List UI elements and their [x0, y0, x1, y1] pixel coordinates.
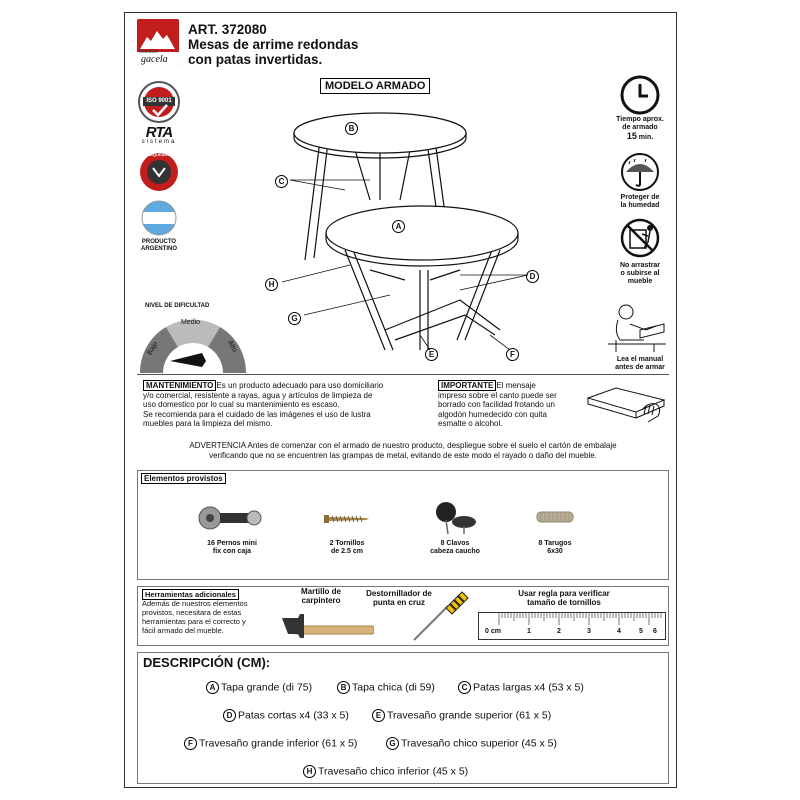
product-origin: PRODUCTO ARGENTINO: [141, 239, 177, 252]
title-line-2: con patas invertidas.: [188, 52, 323, 67]
label-b: B: [345, 120, 360, 138]
description-title: DESCRIPCIÓN (CM):: [143, 655, 271, 670]
minifix-line-2: fix con caja: [212, 548, 252, 555]
drag-line-2: o subirse al: [620, 270, 660, 277]
lacquer-icon: [139, 152, 179, 192]
hammer-caption: [288, 587, 354, 605]
ruler-label-6: 6: [653, 628, 657, 635]
ruler-line-1: Usar regla para verificar: [518, 589, 610, 598]
warning-text: [137, 441, 669, 461]
nail-line-2: cabeza caucho: [430, 548, 480, 555]
minifix-bolt-icon: [196, 502, 264, 532]
ruler-line-2: tamaño de tornillos: [527, 598, 601, 607]
reading-person-icon: [604, 296, 668, 354]
humidity-text: [604, 194, 676, 210]
maintenance-line-1: Es un producto adecuado para uso domiciliario: [216, 381, 384, 390]
ruler-label-3: 3: [587, 628, 591, 635]
minifix-line-1: 16 Pernos mini: [207, 540, 257, 547]
screw-icon: [322, 512, 370, 526]
edge-wipe-figure: [586, 378, 666, 434]
rta-badge: [137, 124, 181, 145]
description-letter-b: B: [337, 681, 350, 694]
dowel-line-1: 8 Tarugos: [538, 540, 572, 547]
dowel-icon: [536, 510, 574, 524]
description-text-h: Travesaño chico inferior (45 x 5): [318, 765, 469, 778]
important-section: [438, 381, 586, 429]
page-title: [188, 22, 358, 67]
humidity-line-1: Proteger de: [620, 194, 660, 201]
label-f: F: [506, 346, 521, 364]
tools-section: [142, 590, 280, 635]
model-label: MODELO ARMADO: [320, 78, 430, 94]
ruler-label-4: 4: [617, 628, 621, 635]
description-text-c: Patas largas x4 (53 x 5): [473, 681, 584, 694]
important-line-4: algodón humedecido con quita: [438, 409, 547, 419]
argentina-flag-icon: [141, 200, 177, 236]
manual-line-1: Lea el manual: [616, 356, 664, 363]
lacquer-badge: [139, 152, 179, 192]
screwdriver-line-1: Destornillador de: [366, 589, 432, 598]
time-value: 15: [626, 131, 637, 141]
dowel-line-2: 6x30: [547, 548, 563, 555]
lacquer-text: LAQUEADO: [147, 152, 171, 157]
screwdriver-line-2: punta en cruz: [372, 598, 425, 607]
no-drag-text: [604, 262, 676, 286]
label-h: H: [265, 276, 280, 294]
warning-line-2: verificando que no se encuentren las grampas de metal, evitando de este modo el rayado o daño del mueble.: [209, 451, 597, 460]
elements-title: [141, 474, 226, 483]
description-letter-g: G: [386, 737, 399, 750]
important-line-3: borrado con facilidad frotando un: [438, 400, 555, 409]
description-item-h: [303, 765, 468, 778]
no-drag-badge: [620, 216, 660, 260]
important-line-5: esmalte o alcohol.: [438, 419, 503, 428]
time-line-2: de armado: [622, 124, 658, 131]
tools-line-3: herramientas para el correcto y: [142, 617, 246, 626]
maintenance-label: MANTENIMIENTO: [143, 380, 216, 391]
description-item-a: [206, 681, 312, 694]
description-text-d: Patas cortas x4 (33 x 5): [238, 709, 349, 722]
label-c: C: [275, 173, 290, 191]
description-letter-c: C: [458, 681, 471, 694]
hammer-line-2: carpintero: [301, 596, 341, 605]
dowel-caption: [510, 540, 600, 556]
ruler-ticks-icon: [479, 613, 665, 639]
section-divider-1: [137, 374, 669, 375]
description-letter-e: E: [372, 709, 385, 722]
screwdriver-item: [410, 588, 470, 644]
description-letter-d: D: [223, 709, 236, 722]
label-d: D: [526, 268, 541, 286]
manual-text: [604, 356, 676, 372]
tools-line-1: Además de nuestros elementos: [142, 599, 248, 608]
description-letter-a: A: [206, 681, 219, 694]
description-item-c: [458, 681, 584, 694]
minifix-caption: [187, 540, 277, 556]
description-item-b: [337, 681, 435, 694]
assembled-model-diagram: [260, 100, 560, 362]
description-item-d: [223, 709, 349, 722]
label-a: A: [392, 218, 407, 236]
description-item-g: [386, 737, 557, 750]
description-letter-f: F: [184, 737, 197, 750]
humidity-line-2: la humedad: [620, 202, 660, 209]
difficulty-mid: Medio: [181, 319, 201, 326]
description-text-b: Tapa chica (di 59): [352, 681, 435, 694]
time-line-1: Tiempo aprox.: [616, 116, 664, 123]
description-item-e: [372, 709, 551, 722]
time-value-line: [604, 132, 676, 142]
label-g: G: [288, 310, 303, 328]
screwdriver-icon: [410, 588, 470, 644]
ruler-label-0: 0 cm: [485, 628, 501, 635]
maintenance-section: [143, 381, 433, 429]
rta-sub-text: sistema: [141, 139, 177, 145]
umbrella-badge: [620, 152, 660, 192]
important-line-1: El mensaje: [496, 381, 536, 390]
clock-icon: [620, 75, 660, 115]
tools-line-4: fácil armado del mueble.: [142, 626, 224, 635]
ruler-label-1: 1: [527, 628, 531, 635]
argentina-flag: [141, 200, 177, 236]
screw-item: [322, 512, 370, 526]
nail-caption: [410, 540, 500, 556]
description-text-f: Travesaño grande inferior (61 x 5): [199, 737, 358, 750]
clock-badge: [620, 75, 660, 115]
description-text-a: Tapa grande (di 75): [221, 681, 313, 694]
description-item-f: [184, 737, 357, 750]
drag-line-3: mueble: [627, 278, 653, 285]
hand-wiping-icon: [586, 378, 666, 434]
screw-line-1: 2 Tornillos: [329, 540, 365, 547]
brand-logo: [137, 19, 179, 65]
maintenance-line-4: Se recomienda para el cuidado de las imágenes el uso de lustra: [143, 409, 371, 419]
manual-line-2: antes de armar: [615, 364, 665, 371]
reader-figure: [604, 296, 668, 354]
description-text-g: Travesaño chico superior (45 x 5): [401, 737, 558, 750]
maintenance-line-3: uso domestico por lo cual su mantenimiento es escaso.: [143, 400, 340, 409]
maintenance-line-2: y/o comercial, resistente a rayas, agua y artículos de limpieza de: [143, 390, 373, 400]
ruler-label-5: 5: [639, 628, 643, 635]
brand-name: gacela: [141, 54, 168, 65]
difficulty-low: Bajo: [146, 340, 160, 357]
iso-text: ISO 9001: [146, 98, 172, 104]
minifix-item: [196, 502, 264, 532]
tools-line-2: provistos, necesitara de estas: [142, 608, 242, 617]
hammer-item: [280, 612, 374, 644]
label-e: E: [425, 346, 440, 364]
ruler-caption: [500, 589, 628, 607]
nail-item: [434, 500, 478, 536]
no-drag-icon: [620, 216, 660, 260]
maintenance-line-5: muebles para la limpieza del mismo.: [143, 419, 273, 428]
ruler-label-2: 2: [557, 628, 561, 635]
important-line-2: impreso sobre el canto puede ser: [438, 390, 557, 400]
rta-text: RTA: [145, 124, 173, 141]
drag-line-1: No arrastrar: [619, 262, 661, 269]
difficulty-title: NIVEL DE DIFICULTAD: [145, 303, 210, 309]
screw-caption: [302, 540, 392, 556]
screw-line-2: de 2.5 cm: [331, 548, 363, 555]
brand-sub: Muebles: [139, 49, 158, 55]
iso-badge: [137, 80, 181, 124]
important-label: IMPORTANTE: [438, 380, 496, 391]
umbrella-icon: [620, 152, 660, 192]
ruler: [478, 612, 666, 640]
warning-line-1: ADVERTENCIA Antes de comenzar con el armado de nuestro producto, despliegue sobre el suelo el cartón de embalaje: [189, 441, 617, 450]
time-text: [604, 116, 676, 142]
tables-drawing: [260, 100, 560, 362]
time-unit: min.: [638, 134, 654, 141]
description-letter-h: H: [303, 765, 316, 778]
dowel-item: [536, 510, 574, 524]
nail-line-1: 8 Clavos: [440, 540, 470, 547]
rubber-nail-icon: [434, 500, 478, 536]
hammer-line-1: Martillo de: [300, 587, 341, 596]
difficulty-high: Alto: [225, 339, 239, 354]
title-line-1: Mesas de arrime redondas: [188, 37, 359, 52]
description-text-e: Travesaño grande superior (61 x 5): [387, 709, 552, 722]
article-number: ART. 372080: [188, 22, 267, 37]
hammer-icon: [280, 612, 374, 644]
difficulty-gauge: [136, 313, 250, 375]
elements-title-text: Elementos provistos: [141, 473, 226, 484]
tools-title: Herramientas adicionales: [142, 589, 239, 600]
